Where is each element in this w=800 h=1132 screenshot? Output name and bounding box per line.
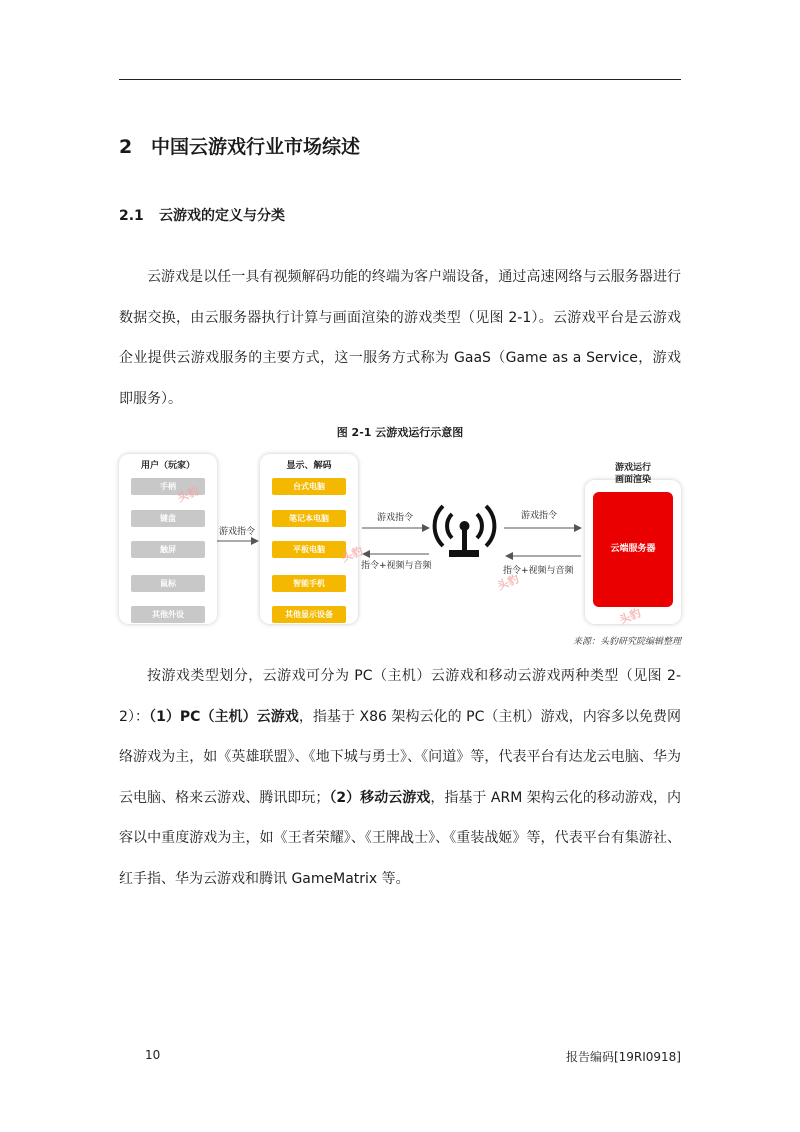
display-device-chip: 台式电脑 — [272, 478, 346, 495]
mobile-cloud-gaming-text: ，指基于 ARM 架构云化的移动游戏，内容以中重度游戏为主，如《王者荣耀》、《王牌战士》、《重装战姬》等，代表平台有集游社、红手指、华为云游戏和腾讯 GameMatrix 等。 — [119, 789, 681, 887]
label-tower-to-server: 游戏指令 — [521, 511, 558, 521]
watermark: 头豹 — [339, 544, 365, 565]
display-panel-title: 显示、解码 — [286, 461, 332, 471]
user-device-chip: 鼠标 — [131, 575, 205, 592]
section-title: 中国云游戏行业市场综述 — [151, 136, 361, 158]
user-device-chip: 手柄 — [131, 478, 205, 495]
subsection-number: 2.1 — [119, 208, 144, 224]
page-number: 10 — [145, 1048, 161, 1062]
label-tower-to-display: 指令+视频与音频 — [361, 561, 432, 571]
classification-text — [119, 656, 681, 899]
watermark: 头豹 — [617, 606, 643, 627]
figure-source: 来源：头豹研究院编辑整理 — [572, 637, 681, 647]
mobile-cloud-gaming-label: （2）移动云游戏 — [329, 789, 431, 806]
definition-text: 云游戏是以任一具有视频解码功能的终端为客户端设备，通过高速网络与云服务器进行数据交换，由云服务器执行计算与画面渲染的游戏类型（见图 2-1）。云游戏平台是云游戏企业提供云游戏服务的主要方式，这一服务方式称为 GaaS（Game as a Service，游戏即服务）。 — [119, 269, 681, 407]
diagram-arrows — [119, 446, 681, 630]
display-device-chip: 智能手机 — [272, 575, 346, 592]
cloud-gaming-diagram — [119, 446, 681, 630]
pc-cloud-gaming-text: ，指基于 X86 架构云化的 PC（主机）游戏，内容多以免费网络游戏为主，如《英雄联盟》、《地下城与勇士》、《问道》等，代表平台有达龙云电脑、华为云电脑、格来云游戏、腾讯即玩； — [119, 708, 681, 806]
section-heading — [119, 132, 360, 159]
user-device-chip: 键盘 — [131, 510, 205, 527]
classification-intro: 按游戏类型划分，云游戏可分为 PC（主机）云游戏和移动云游戏两种类型（见图 2-2）： — [119, 668, 681, 725]
display-device-chip: 笔记本电脑 — [272, 510, 346, 527]
cloud-server-box: 云端服务器 — [593, 492, 673, 607]
subsection-title: 云游戏的定义与分类 — [159, 208, 285, 224]
pc-cloud-gaming-label: （1）PC（主机）云游戏 — [149, 708, 299, 725]
report-code: 报告编码[19RI0918] — [565, 1050, 681, 1064]
user-device-chip: 触屏 — [131, 541, 205, 558]
label-display-to-tower: 游戏指令 — [377, 513, 414, 523]
label-user-to-display: 游戏指令 — [219, 527, 256, 537]
section-number: 2 — [119, 136, 133, 158]
watermark: 头豹 — [175, 484, 201, 505]
figure-title: 图 2-1 云游戏运行示意图 — [336, 426, 464, 439]
user-device-chip: 其他外设 — [131, 606, 205, 623]
watermark: 头豹 — [495, 572, 521, 593]
label-server-to-tower: 指令+视频与音频 — [503, 566, 574, 576]
user-panel-title: 用户（玩家） — [140, 461, 195, 471]
subsection-heading — [119, 205, 285, 225]
header-rule — [119, 79, 681, 80]
server-title-line2: 画面渲染 — [614, 475, 651, 485]
classification-paragraph — [119, 656, 681, 899]
display-device-chip: 平板电脑 — [272, 541, 346, 558]
server-title-line1: 游戏运行 — [614, 463, 651, 473]
signal-tower-icon — [435, 506, 495, 557]
display-device-chip: 其他显示设备 — [272, 606, 346, 623]
definition-paragraph — [119, 257, 681, 419]
